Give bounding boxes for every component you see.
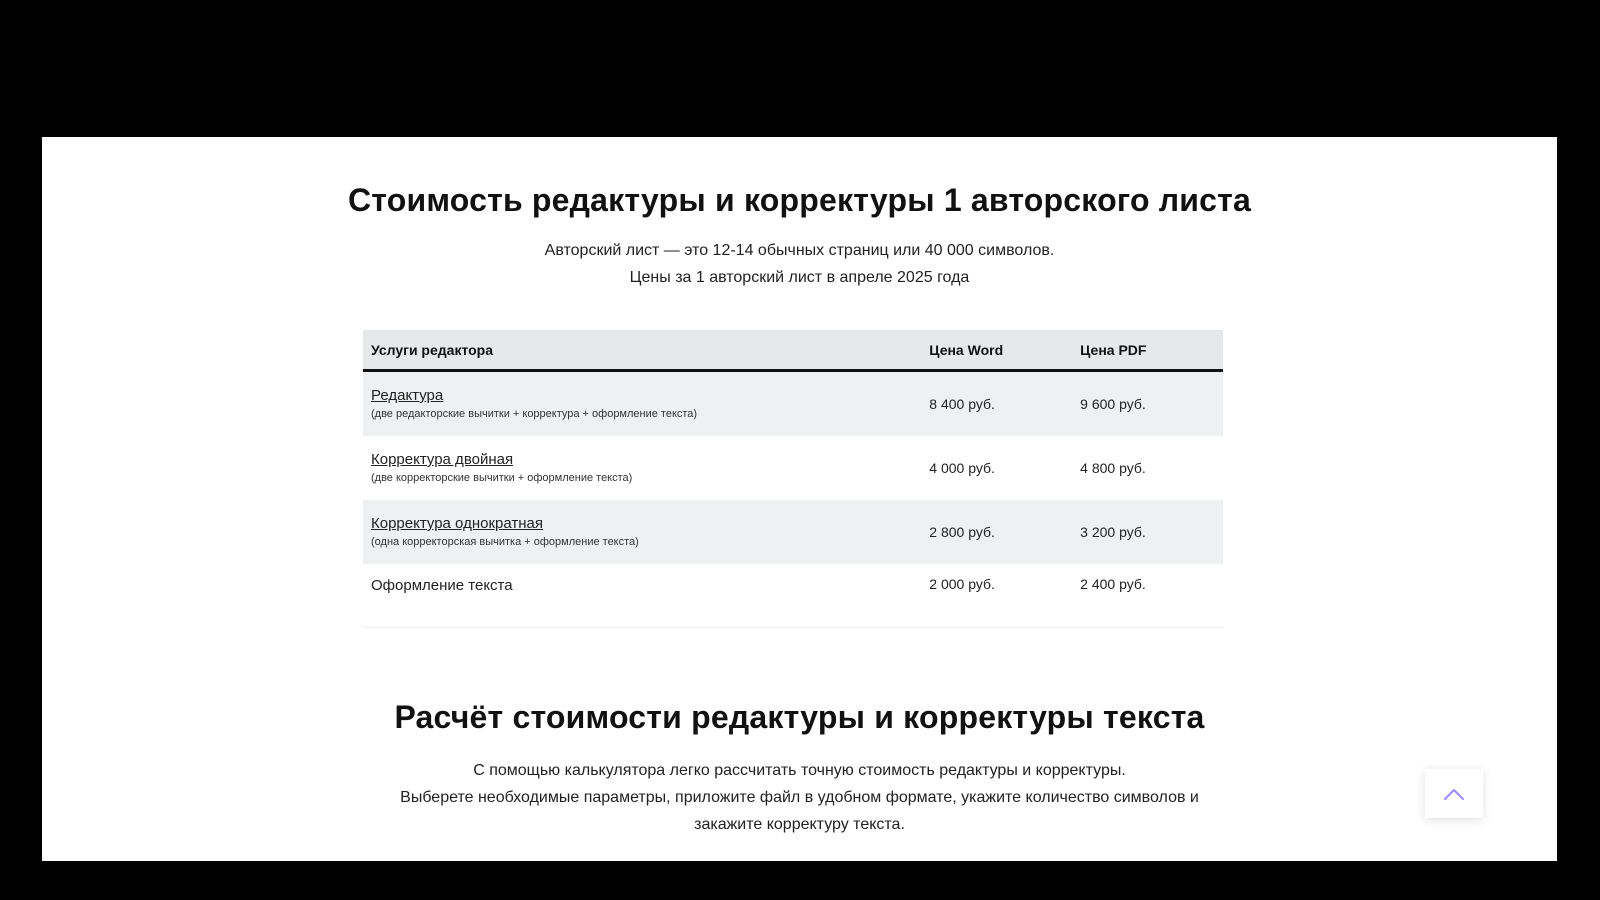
table-divider xyxy=(363,627,1223,628)
price-table xyxy=(363,330,1223,616)
price-pdf: 9 600 руб. xyxy=(1072,371,1223,437)
service-cell xyxy=(363,436,921,500)
header-price-pdf: Цена PDF xyxy=(1072,330,1223,371)
price-pdf: 3 200 руб. xyxy=(1072,500,1223,564)
calculator-description xyxy=(292,757,1307,838)
price-pdf: 4 800 руб. xyxy=(1072,436,1223,500)
description-line: Выберете необходимые параметры, приложите файл в удобном формате, укажите количество символов и xyxy=(400,789,1199,806)
pricing-title: Стоимость редактуры и корректуры 1 авторского листа xyxy=(347,182,1252,218)
scroll-to-top-button[interactable] xyxy=(1425,769,1483,818)
service-note: (две редакторские вычитки + корректура + оформление текста) xyxy=(371,408,698,420)
calculator-title: Расчёт стоимости редактуры и корректуры текста xyxy=(394,699,1205,735)
subtitle-line: Авторский лист — это 12-14 обычных страниц или 40 000 символов. xyxy=(544,242,1055,259)
subtitle-line: Цены за 1 авторский лист в апреле 2025 года xyxy=(629,269,970,286)
service-note: (одна корректорская вычитка + оформление текста) xyxy=(371,536,639,548)
table-row xyxy=(363,436,1223,500)
service-note: (две корректорские вычитки + оформление текста) xyxy=(371,472,633,484)
service-cell xyxy=(363,500,921,564)
price-word: 2 000 руб. xyxy=(921,564,1072,616)
service-link-editing[interactable]: Редактура xyxy=(371,387,444,404)
table-header-row xyxy=(363,330,1223,371)
service-label-formatting: Оформление текста xyxy=(371,577,513,594)
pricing-subtitle xyxy=(42,237,1557,291)
table-row xyxy=(363,371,1223,437)
price-pdf: 2 400 руб. xyxy=(1072,564,1223,616)
description-line: закажите корректуру текста. xyxy=(694,816,905,833)
service-link-double-proofreading[interactable]: Корректура двойная xyxy=(371,451,514,468)
page-content xyxy=(42,137,1557,861)
price-word: 4 000 руб. xyxy=(921,436,1072,500)
price-word: 2 800 руб. xyxy=(921,500,1072,564)
service-cell xyxy=(363,564,921,616)
header-price-word: Цена Word xyxy=(921,330,1072,371)
service-link-single-proofreading[interactable]: Корректура однократная xyxy=(371,515,543,532)
header-services: Услуги редактора xyxy=(363,330,921,371)
table-row xyxy=(363,564,1223,616)
chevron-up-icon xyxy=(1443,787,1465,801)
table-row xyxy=(363,500,1223,564)
price-word: 8 400 руб. xyxy=(921,371,1072,437)
description-line: С помощью калькулятора легко рассчитать точную стоимость редактуры и корректуры. xyxy=(473,762,1126,779)
service-cell xyxy=(363,371,921,437)
